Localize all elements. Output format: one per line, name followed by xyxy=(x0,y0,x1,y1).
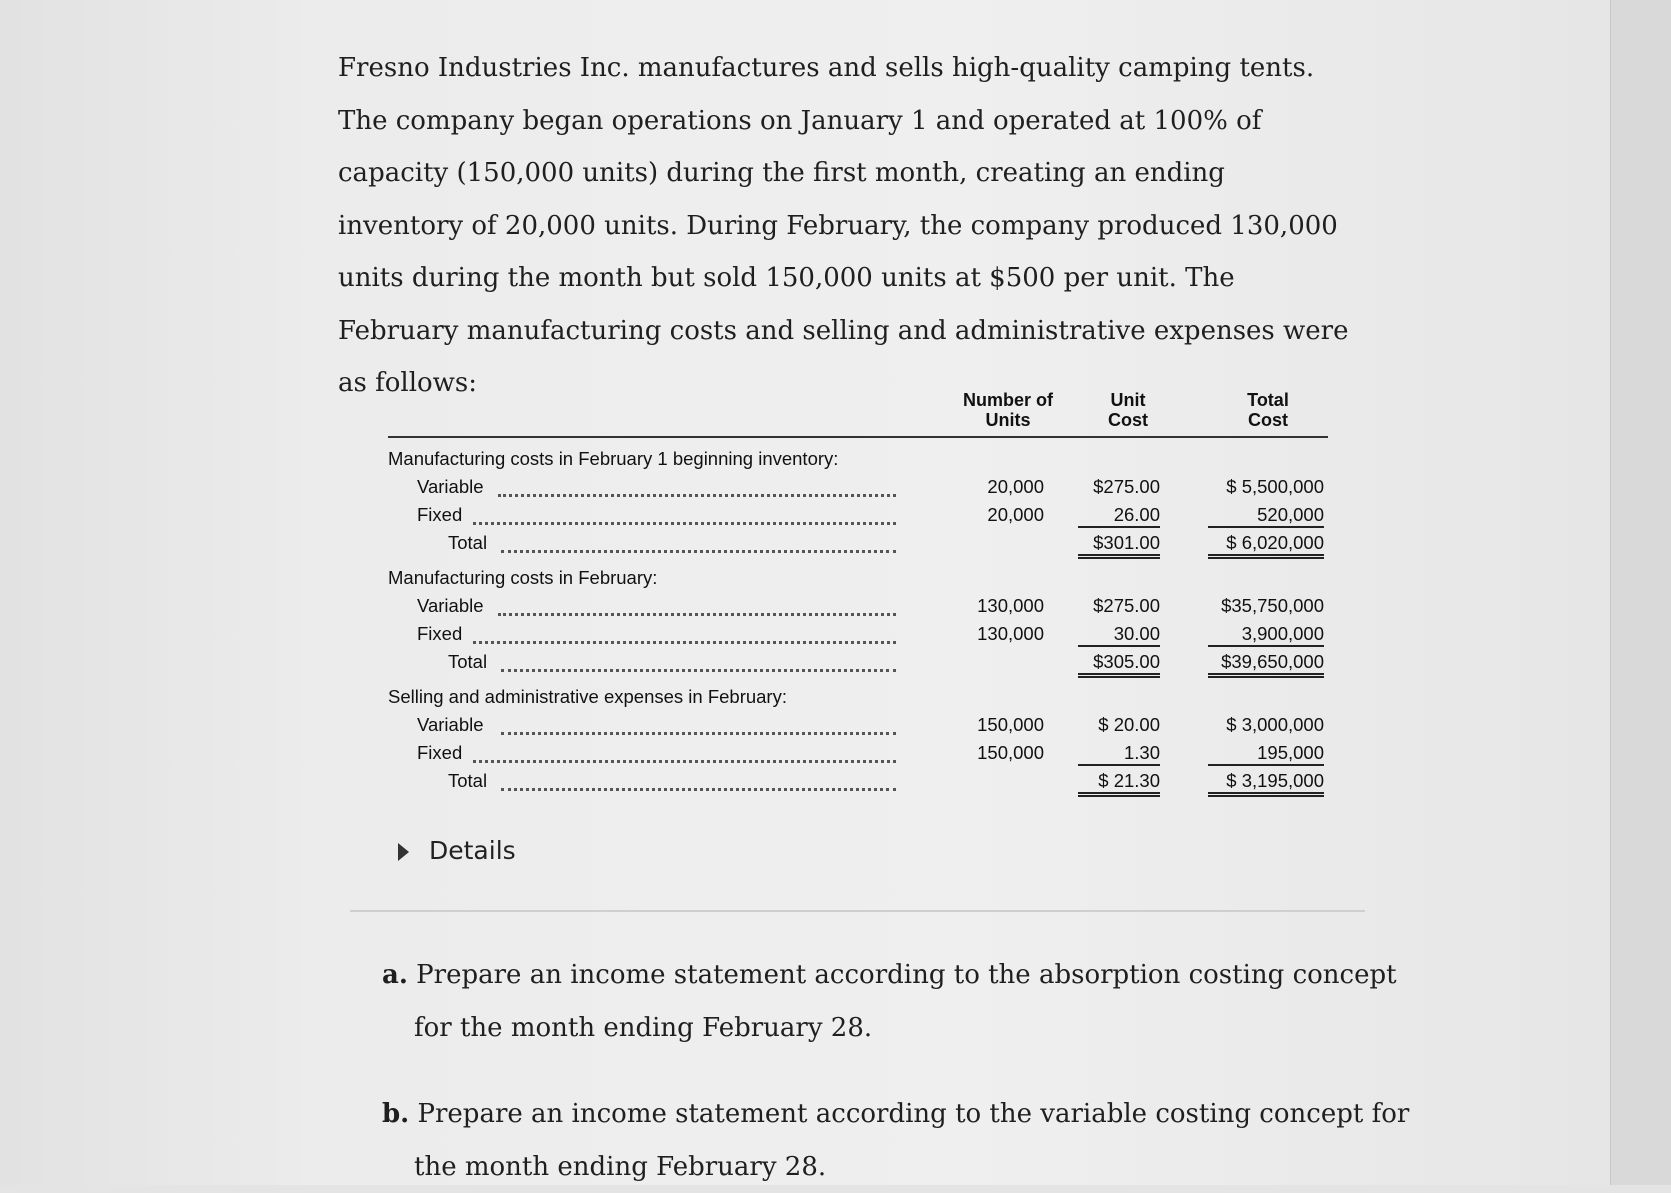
units-value: 20,000 xyxy=(987,504,1044,525)
leader-dots xyxy=(473,522,896,525)
unit-cost-total: $301.00 xyxy=(1078,532,1160,559)
question-a xyxy=(382,949,1414,1054)
question-a-text: Prepare an income statement according to the absorption costing concept for the month ending February 28. xyxy=(414,960,1397,1043)
row-label-fixed: Fixed xyxy=(417,623,463,644)
row-label-total: Total xyxy=(448,770,488,791)
question-b xyxy=(382,1088,1424,1193)
unit-cost-value: 26.00 xyxy=(1078,504,1160,528)
unit-cost-total: $ 21.30 xyxy=(1078,770,1160,797)
total-cost-value: 520,000 xyxy=(1208,504,1324,528)
unit-cost-total: $305.00 xyxy=(1078,651,1160,678)
question-b-text: Prepare an income statement according to the variable costing concept for the month ending February 28. xyxy=(414,1099,1410,1182)
units-value: 150,000 xyxy=(977,742,1044,763)
total-cost-total: $ 6,020,000 xyxy=(1208,532,1324,559)
unit-cost-value: 30.00 xyxy=(1078,623,1160,647)
unit-cost-value: 1.30 xyxy=(1078,742,1160,766)
row-label-total: Total xyxy=(448,651,488,672)
caret-right-icon xyxy=(398,843,409,861)
total-cost-value: $35,750,000 xyxy=(1221,595,1324,616)
unit-cost-value: $275.00 xyxy=(1093,476,1160,497)
section-title: Manufacturing costs in February 1 beginning inventory: xyxy=(388,448,839,469)
units-value: 150,000 xyxy=(977,714,1044,735)
details-toggle[interactable] xyxy=(398,836,516,865)
row-label-total: Total xyxy=(448,532,488,553)
leader-dots xyxy=(473,641,896,644)
question-a-marker: a. xyxy=(382,960,408,990)
cost-table xyxy=(388,380,1328,800)
leader-dots xyxy=(498,613,896,616)
row-label-variable: Variable xyxy=(417,714,484,735)
leader-dots xyxy=(501,732,896,735)
leader-dots xyxy=(501,550,896,553)
row-label-fixed: Fixed xyxy=(417,504,463,525)
row-label-fixed: Fixed xyxy=(417,742,463,763)
leader-dots xyxy=(501,788,896,791)
header-unit-cost: Unit Cost xyxy=(1108,390,1148,430)
section-title: Selling and administrative expenses in February: xyxy=(388,686,787,707)
total-cost-value: $ 3,000,000 xyxy=(1226,714,1324,735)
problem-intro: Fresno Industries Inc. manufactures and sells high-quality camping tents. The company began operations on January 1 and operated at 100% of capacity (150,000 units) during the first month, creating an ending inventory of 20,000 units. During February, the company produced 130,000 units during the month but sold 150,000 units at $500 per unit. The February manufacturing costs and selling and administrative expenses were as follows: xyxy=(338,53,1349,398)
total-cost-value: 195,000 xyxy=(1208,742,1324,766)
units-value: 130,000 xyxy=(977,623,1044,644)
row-label-variable: Variable xyxy=(417,476,484,497)
leader-dots xyxy=(498,494,896,497)
unit-cost-value: $ 20.00 xyxy=(1098,714,1160,735)
question-b-marker: b. xyxy=(382,1099,410,1129)
total-cost-value: $ 5,500,000 xyxy=(1226,476,1324,497)
total-cost-value: 3,900,000 xyxy=(1208,623,1324,647)
row-label-variable: Variable xyxy=(417,595,484,616)
leader-dots xyxy=(501,669,896,672)
header-total-cost: Total Cost xyxy=(1247,390,1289,430)
details-label: Details xyxy=(429,836,516,865)
leader-dots xyxy=(473,760,896,763)
header-rule xyxy=(388,436,1328,438)
section-title: Manufacturing costs in February: xyxy=(388,567,658,588)
units-value: 20,000 xyxy=(987,476,1044,497)
header-number-of-units: Number of Units xyxy=(963,390,1053,430)
section-divider xyxy=(350,910,1365,912)
units-value: 130,000 xyxy=(977,595,1044,616)
right-edge-strip xyxy=(1610,0,1671,1185)
total-cost-total: $ 3,195,000 xyxy=(1208,770,1324,797)
total-cost-total: $39,650,000 xyxy=(1208,651,1324,678)
unit-cost-value: $275.00 xyxy=(1093,595,1160,616)
